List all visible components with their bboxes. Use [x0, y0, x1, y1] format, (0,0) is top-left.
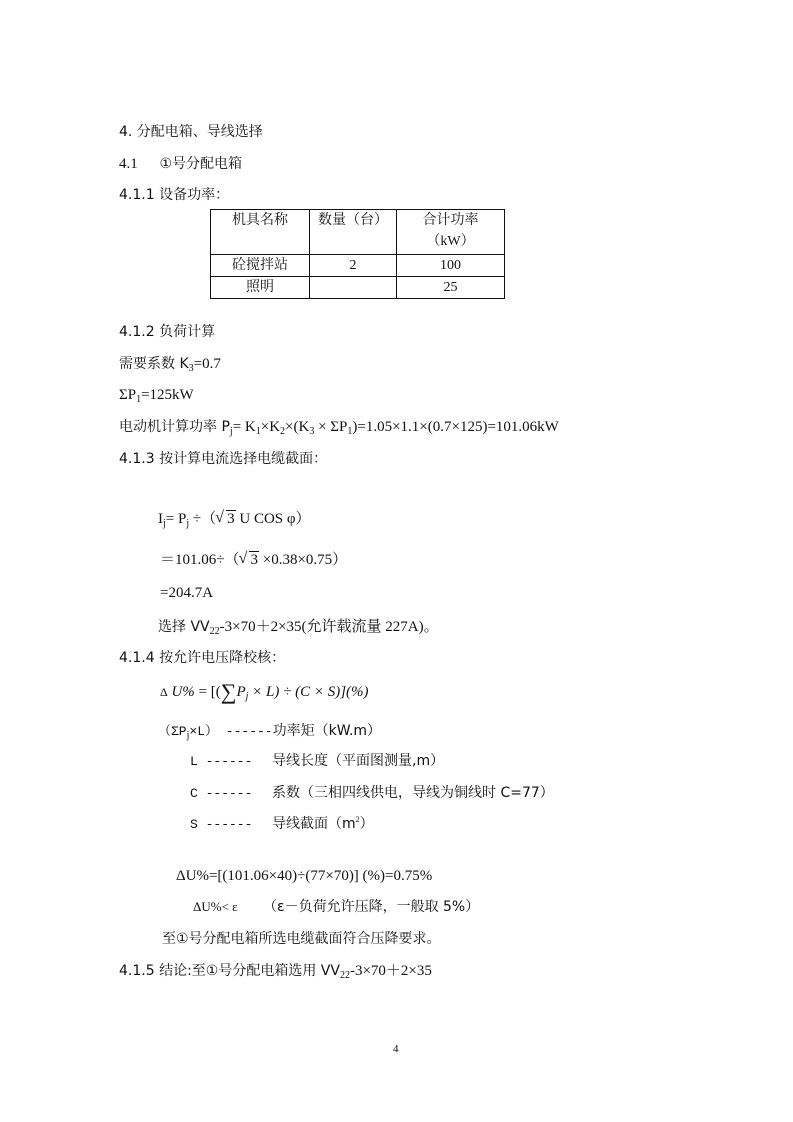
sum-power-line — [119, 386, 194, 404]
sqrt-value: 3 — [227, 511, 235, 527]
subscript: 22 — [209, 626, 220, 637]
formula-part: × ΣP — [314, 419, 348, 435]
definition-symbol: C ------ — [190, 786, 253, 801]
table-header-row — [211, 210, 505, 255]
formula-part: U% — [171, 684, 195, 700]
demand-factor-line — [119, 355, 221, 373]
conclusion-text: 4.1.5 结论:至①号分配电箱选用 VV — [119, 963, 340, 979]
subscript: j — [186, 518, 190, 529]
voltage-drop-result: ΔU%=[(101.06×40)÷(77×70)] (%)=0.75% — [176, 868, 433, 884]
load-calc-heading: 4.1.2 负荷计算 — [119, 324, 216, 340]
formula-part: I — [158, 511, 163, 527]
table-row — [211, 255, 505, 277]
formula-part: U COS φ） — [239, 511, 311, 527]
voltage-drop-heading: 4.1.4 按允许电压降校核： — [119, 650, 286, 666]
cell-name: 照明 — [211, 277, 310, 299]
formula-part: ×K — [260, 419, 281, 435]
formula-part: = P — [165, 511, 187, 527]
cell-power: 25 — [397, 277, 505, 299]
current-formula — [158, 510, 311, 528]
formula-part: P — [236, 684, 246, 700]
cell-name: 砼搅拌站 — [211, 255, 310, 277]
demand-factor-value: =0.7 — [193, 356, 221, 372]
section-title-text: 4. 分配电箱、导线选择 — [119, 124, 263, 140]
formula-part: ×0.38×0.75） — [262, 552, 348, 568]
subsection-text: ①号分配电箱 — [159, 156, 243, 172]
subsection-title — [119, 155, 242, 173]
header-power-line1: 合计功率 — [422, 213, 479, 228]
equipment-table — [210, 209, 505, 299]
sum-power-value: =125kW — [141, 387, 194, 403]
cell-qty: 2 — [310, 255, 397, 277]
compare-lhs: ΔU%< ε — [193, 899, 238, 914]
header-qty: 数量（台） — [310, 210, 397, 255]
header-power-unit: （kW） — [426, 234, 475, 249]
formula-part: = [( — [194, 684, 221, 700]
voltage-drop-formula — [160, 679, 369, 704]
definition-section — [190, 815, 374, 834]
page-number: 4 — [393, 1043, 399, 1055]
header-power — [397, 210, 505, 255]
subscript: 2 — [280, 426, 286, 437]
definition-length — [190, 752, 444, 771]
header-name: 机具名称 — [211, 210, 310, 255]
table-row — [211, 277, 505, 299]
voltage-drop-compare — [193, 898, 479, 916]
subscript: 1 — [136, 394, 142, 405]
subsection-number: 4.1 — [119, 156, 138, 172]
formula-part: × L) ÷ (C × S)](%) — [248, 684, 369, 700]
formula-part: ×(K — [285, 419, 310, 435]
subscript: 3 — [188, 363, 194, 374]
demand-factor-label: 需要系数 K — [119, 356, 189, 372]
definition-desc: 功率矩（kW.m） — [272, 723, 382, 739]
subscript: j — [229, 426, 233, 437]
definition-desc: 系数（三相四线供电，导线为铜线时 C=77） — [272, 785, 554, 801]
motor-power-result: )=1.05×1.1×(0.7×125)=101.06kW — [352, 419, 559, 435]
current-substitution — [160, 551, 347, 569]
subscript: 1 — [255, 426, 261, 437]
delta-symbol: Δ — [160, 685, 168, 699]
definition-symbol: S ------ — [190, 817, 253, 832]
formula-part: = K — [232, 419, 256, 435]
definition-symbol: （ΣP — [158, 724, 187, 739]
cell-power: 100 — [397, 255, 505, 277]
superscript: 2 — [355, 815, 360, 824]
definition-coefficient — [190, 784, 554, 803]
formula-part: ÷（ — [189, 511, 217, 527]
sqrt-symbol — [239, 551, 259, 569]
definition-symbol: ×L） ------ — [189, 724, 273, 739]
definition-symbol: L ------ — [190, 754, 253, 769]
subscript: 1 — [347, 426, 353, 437]
definition-desc: 导线截面（m — [272, 816, 356, 832]
definition-desc: ） — [359, 816, 374, 832]
final-conclusion — [119, 962, 432, 980]
subscript: 3 — [309, 426, 315, 437]
voltage-drop-conclusion: 至①号分配电箱所选电缆截面符合压降要求。 — [162, 931, 441, 947]
section-title — [119, 123, 263, 141]
definition-power-moment — [158, 722, 381, 741]
cell-qty — [310, 277, 397, 299]
compare-note: （ε－负荷允许压降，一般取 5%） — [263, 899, 480, 915]
subscript: 22 — [339, 970, 350, 981]
equipment-heading: 4.1.1 设备功率： — [119, 187, 230, 203]
sqrt-symbol — [216, 510, 236, 528]
definition-desc: 导线长度（平面图测量,m） — [272, 753, 445, 769]
sigma-symbol: ∑ — [220, 679, 237, 704]
formula-part: ＝101.06÷（ — [160, 552, 240, 568]
conclusion-text: -3×70＋2×35 — [349, 963, 432, 979]
motor-power-label: 电动机计算功率 P — [119, 419, 230, 435]
formula-part: 选择 VV — [158, 619, 210, 635]
subscript: j — [186, 730, 190, 741]
sum-power-symbol: ΣP — [119, 387, 137, 403]
cable-selection — [158, 618, 439, 636]
sqrt-value: 3 — [250, 552, 258, 568]
subscript: j — [245, 691, 249, 702]
current-result: =204.7A — [160, 585, 214, 601]
subscript: j — [163, 518, 166, 529]
motor-power-line — [119, 418, 559, 436]
current-calc-heading: 4.1.3 按计算电流选择电缆截面： — [119, 451, 328, 467]
formula-part: -3×70＋2×35(允许载流量 227A)。 — [219, 619, 439, 635]
